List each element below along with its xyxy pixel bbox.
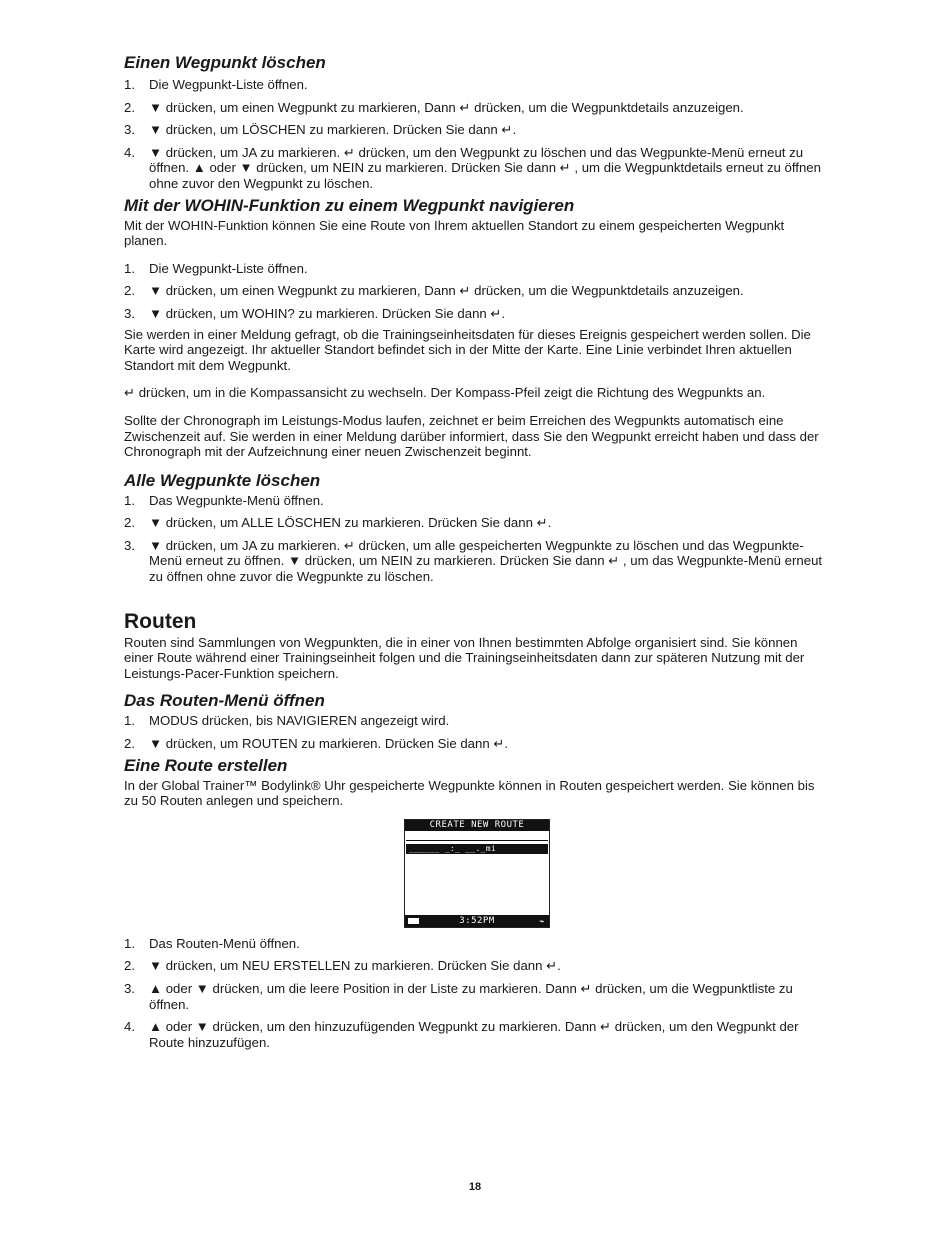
list-create-route <box>124 936 830 1051</box>
heading-open-routes-menu: Das Routen-Menü öffnen <box>124 691 325 711</box>
list-item <box>124 77 830 93</box>
list-text: ▼ drücken, um NEU ERSTELLEN zu markieren. Drücken Sie dann ↵. <box>149 958 561 974</box>
list-number: 1. <box>124 77 135 92</box>
list-item <box>124 515 830 531</box>
list-number: 4. <box>124 1019 135 1035</box>
device-screen-wrapper <box>124 819 830 928</box>
list-number: 4. <box>124 144 135 160</box>
list-number: 2. <box>124 99 135 115</box>
goto-paragraph-3: Sollte der Chronograph im Leistungs-Modus laufen, zeichnet er beim Erreichen des Wegpunkts automatisch eine Zwischenzeit auf. Sie werden in einer Meldung darüber informiert, dass Sie den Wegpunkt erreicht haben und dass der Chronograph mit der Aufzeichnung einer neuen Zwischenzeit beginnt. <box>124 412 819 460</box>
list-number: 1. <box>124 492 135 508</box>
list-item <box>124 261 830 277</box>
list-text: ▼ drücken, um JA zu markieren. ↵ drücken, um alle gespeicherten Wegpunkte zu löschen und das Wegpunkte-Menü erneut zu öffnen. ▼ drücken, um NEIN zu markieren. Drücken Sie dann ↵ , um das Wegpunkte-Menü erneut zu öffnen ohne zuvor die Wegpunkte zu löschen. <box>149 537 823 585</box>
list-item <box>124 981 830 1012</box>
list-text: ▼ drücken, um ALLE LÖSCHEN zu markieren. Drücken Sie dann ↵. <box>149 515 552 531</box>
list-text: ▼ drücken, um JA zu markieren. ↵ drücken, um den Wegpunkt zu löschen und das Wegpunkte-Menü erneut zu öffnen. ▲ oder ▼ drücken, um NEIN zu markieren. Drücken Sie dann ↵ , um die Wegpunktdetails erneut zu öffnen ohne zuvor den Wegpunkt zu löschen. <box>149 144 821 191</box>
list-text: ▲ oder ▼ drücken, um den hinzuzufügenden Wegpunkt zu markieren. Dann ↵ drücken, um den Wegpunkt der Route hinzuzufügen. <box>149 1019 799 1050</box>
list-goto-waypoint <box>124 261 830 322</box>
heading-create-route: Eine Route erstellen <box>124 755 288 775</box>
list-text: ▼ drücken, um LÖSCHEN zu markieren. Drücken Sie dann ↵. <box>149 122 517 138</box>
list-item <box>124 283 830 299</box>
list-number: 2. <box>124 515 135 531</box>
heading-delete-waypoint: Einen Wegpunkt löschen <box>124 53 326 72</box>
list-delete-all <box>124 493 830 585</box>
list-item <box>124 713 830 729</box>
screen-title: CREATE NEW ROUTE <box>405 820 549 831</box>
list-text: ▲ oder ▼ drücken, um die leere Position in der Liste zu markieren. Dann ↵ drücken, um die Wegpunktliste zu öffnen. <box>149 981 793 1012</box>
list-number: 2. <box>124 736 135 752</box>
list-item <box>124 493 830 509</box>
goto-intro: Mit der WOHIN-Funktion können Sie eine Route von Ihrem aktuellen Standort zu einem gespeicherten Wegpunkt planen. <box>124 217 785 249</box>
list-item <box>124 538 830 585</box>
create-route-intro: In der Global Trainer™ Bodylink® Uhr gespeicherte Wegpunkte können in Routen gespeichert werden. Sie können bis zu 50 Routen anlegen und speichern. <box>124 777 815 809</box>
list-item <box>124 145 830 192</box>
list-text: Das Routen-Menü öffnen. <box>149 935 300 951</box>
screen-time: 3:52PM <box>459 915 495 926</box>
list-number: 3. <box>124 537 135 553</box>
list-number: 3. <box>124 981 135 996</box>
page-number: 18 <box>468 1181 482 1193</box>
list-text: Die Wegpunkt-Liste öffnen. <box>149 260 308 276</box>
heading-routes: Routen <box>124 609 197 633</box>
list-text: ▼ drücken, um WOHIN? zu markieren. Drücken Sie dann ↵. <box>149 305 506 321</box>
list-number: 1. <box>124 713 135 729</box>
list-number: 2. <box>124 958 135 974</box>
list-item <box>124 122 830 138</box>
list-item <box>124 736 830 752</box>
screen-status-bar <box>405 915 549 927</box>
list-number: 1. <box>124 260 135 276</box>
list-delete-waypoint <box>124 77 830 192</box>
list-number: 3. <box>124 122 135 138</box>
list-item <box>124 306 830 322</box>
goto-paragraph-1: Sie werden in einer Meldung gefragt, ob die Trainingseinheitsdaten für dieses Ereignis gespeichert werden sollen. Die Karte wird angezeigt. Ihr aktueller Standort befindet sich in der Mitte der Karte. Eine Linie verbindet Ihren aktuellen Standort mit dem Wegpunkt. <box>124 326 811 373</box>
list-item <box>124 1019 830 1050</box>
screen-selected-row: ______ _:_ __._mi <box>406 844 548 854</box>
list-item <box>124 100 830 116</box>
list-text: ▼ drücken, um ROUTEN zu markieren. Drücken Sie dann ↵. <box>149 736 509 752</box>
list-number: 3. <box>124 305 135 321</box>
routes-intro: Routen sind Sammlungen von Wegpunkten, die in einer von Ihnen bestimmten Abfolge organisiert sind. Sie können einer Route während einer Trainingseinheit folgen und die Trainingseinheitsdaten dann zur späteren Nutzung mit der Leistungs-Pacer-Funktion speichern. <box>124 634 805 681</box>
list-text: Das Wegpunkte-Menü öffnen. <box>149 492 324 508</box>
battery-icon <box>408 918 419 924</box>
device-screen <box>404 819 550 928</box>
list-item <box>124 936 830 952</box>
list-text: MODUS drücken, bis NAVIGIEREN angezeigt wird. <box>149 713 450 729</box>
heading-goto-waypoint: Mit der WOHIN-Funktion zu einem Wegpunkt navigieren <box>124 195 575 215</box>
screen-divider <box>406 840 548 841</box>
list-text: ▼ drücken, um einen Wegpunkt zu markieren, Dann ↵ drücken, um die Wegpunktdetails anzuzeigen. <box>149 99 744 115</box>
satellite-icon: ⌁ <box>539 916 545 927</box>
heading-delete-all: Alle Wegpunkte löschen <box>124 470 321 490</box>
document-page <box>124 52 830 1050</box>
list-text: ▼ drücken, um einen Wegpunkt zu markieren, Dann ↵ drücken, um die Wegpunktdetails anzuzeigen. <box>149 283 744 299</box>
list-number: 1. <box>124 935 135 951</box>
goto-paragraph-2: ↵ drücken, um in die Kompassansicht zu wechseln. Der Kompass-Pfeil zeigt die Richtung des Wegpunkts an. <box>124 385 766 401</box>
list-number: 2. <box>124 283 135 299</box>
list-item <box>124 958 830 974</box>
list-text: Die Wegpunkt-Liste öffnen. <box>149 77 308 92</box>
list-open-routes-menu <box>124 713 830 751</box>
